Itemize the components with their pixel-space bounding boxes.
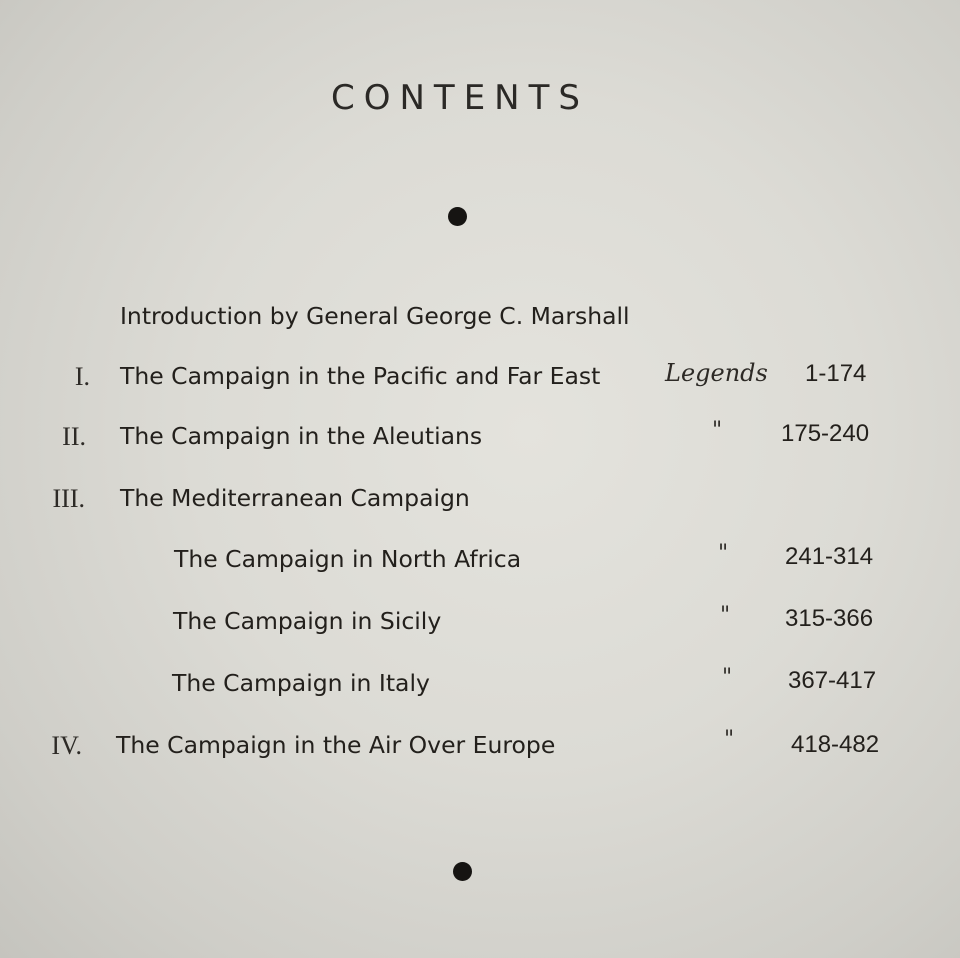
toc-subentry-title: The Campaign in North Africa	[174, 545, 522, 573]
toc-entry-title: The Campaign in the Aleutians	[120, 422, 483, 450]
toc-page-range: 241-314	[785, 543, 874, 570]
toc-marker: Legends	[665, 359, 768, 387]
ornament-dot-bottom	[453, 862, 472, 881]
toc-page-range: 175-240	[781, 420, 870, 447]
toc-page-range: 367-417	[788, 667, 877, 694]
toc-numeral: IV.	[51, 731, 82, 760]
toc-row	[0, 482, 960, 522]
toc-numeral: II.	[62, 422, 86, 451]
toc-row	[0, 420, 960, 460]
toc-numeral: III.	[52, 484, 85, 513]
toc-entry-title: The Campaign in the Pacific and Far East	[120, 362, 601, 390]
toc-ditto-mark: "	[718, 541, 729, 566]
toc-subentry-title: The Campaign in Italy	[172, 669, 430, 697]
toc-entry-title: The Mediterranean Campaign	[120, 484, 470, 512]
toc-entry-title: The Campaign in the Air Over Europe	[116, 731, 556, 759]
toc-introduction-title: Introduction by General George C. Marshall	[120, 302, 630, 330]
toc-ditto-mark: "	[712, 418, 723, 443]
toc-row	[0, 358, 960, 398]
toc-ditto-mark: "	[724, 727, 735, 752]
toc-ditto-mark: "	[722, 665, 733, 690]
toc-subrow	[0, 667, 960, 707]
toc-subentry-title: The Campaign in Sicily	[173, 607, 442, 635]
toc-page-range: 315-366	[785, 605, 874, 632]
toc-subrow	[0, 543, 960, 583]
page-title: CONTENTS	[331, 78, 589, 118]
ornament-dot-top	[448, 207, 467, 226]
toc-numeral: I.	[74, 362, 90, 391]
toc-subrow	[0, 605, 960, 645]
toc-page-range: 418-482	[791, 731, 880, 758]
toc-introduction-row	[0, 300, 960, 340]
toc-ditto-mark: "	[720, 603, 731, 628]
toc-page-range: 1-174	[805, 360, 867, 387]
toc-row	[0, 727, 960, 767]
